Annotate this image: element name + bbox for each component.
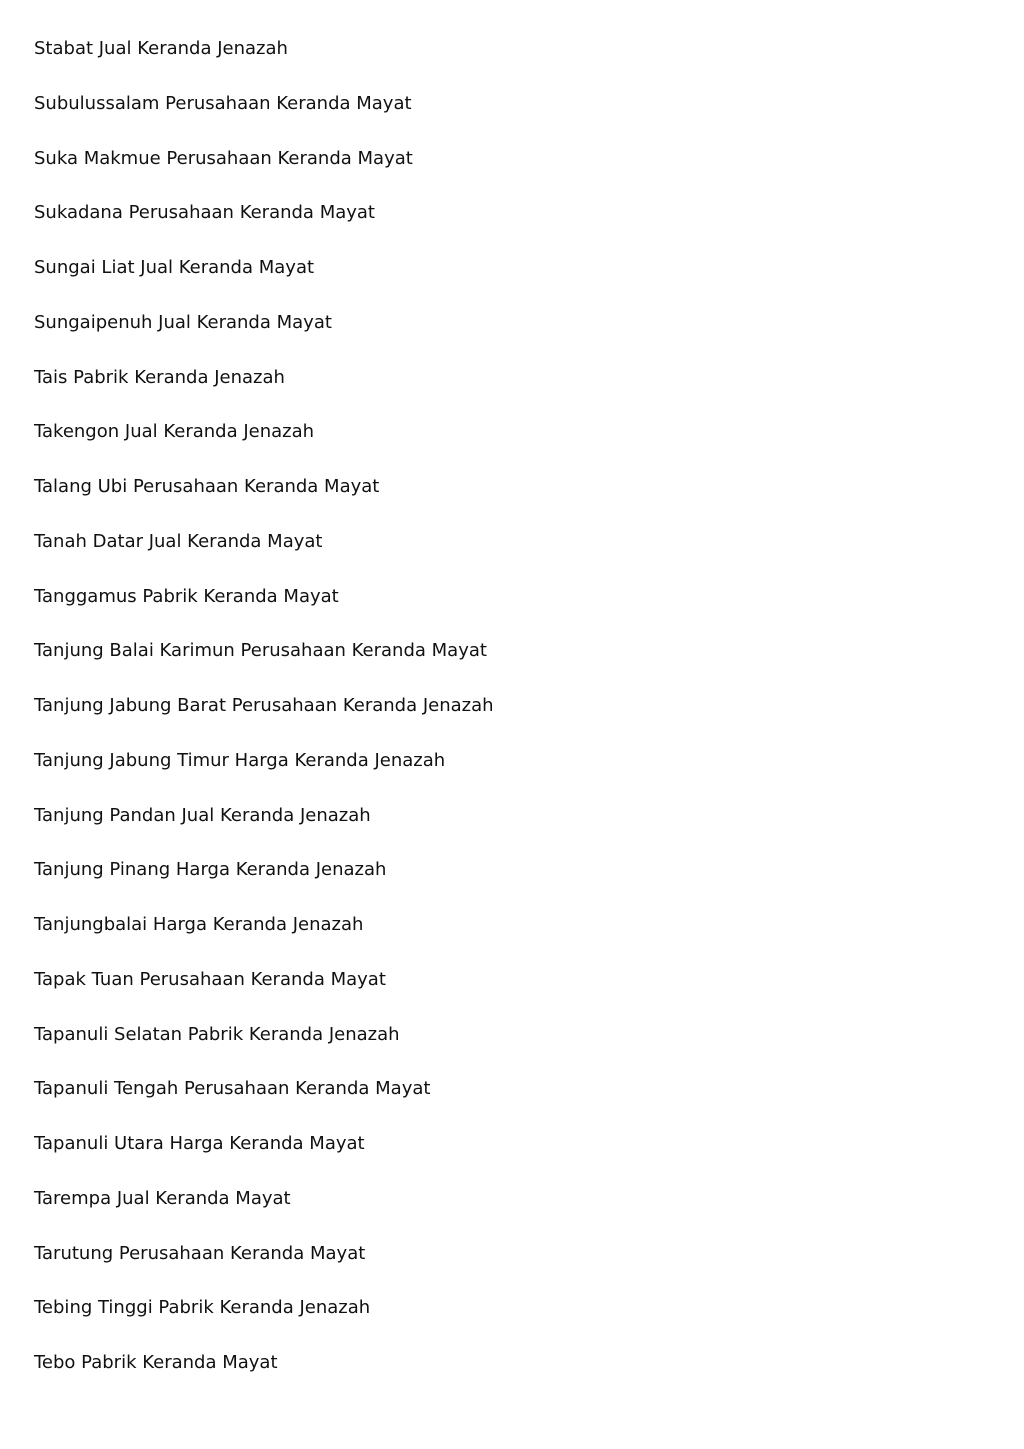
list-item: Tapanuli Utara Harga Keranda Mayat [34, 1133, 365, 1154]
list-item: Tais Pabrik Keranda Jenazah [34, 366, 285, 388]
list-item: Tanjung Jabung Barat Perusahaan Keranda Jenazah [34, 695, 494, 716]
list-item: Talang Ubi Perusahaan Keranda Mayat [34, 476, 380, 497]
list-item: Tebo Pabrik Keranda Mayat [34, 1352, 278, 1373]
list-item: Tanah Datar Jual Keranda Mayat [34, 530, 323, 552]
list-item: Sungai Liat Jual Keranda Mayat [34, 257, 315, 278]
list-item: Tebing Tinggi Pabrik Keranda Jenazah [34, 1297, 371, 1319]
list-item: Suka Makmue Perusahaan Keranda Mayat [34, 147, 413, 169]
list-item: Sukadana Perusahaan Keranda Mayat [34, 202, 375, 224]
list-item: Takengon Jual Keranda Jenazah [34, 421, 315, 443]
keyword-list [34, 34, 494, 1403]
list-item: Tarempa Jual Keranda Mayat [34, 1187, 291, 1209]
list-item: Tanjung Jabung Timur Harga Keranda Jenazah [34, 749, 446, 771]
list-item: Tanjung Pinang Harga Keranda Jenazah [34, 859, 387, 881]
list-item: Tanggamus Pabrik Keranda Mayat [34, 585, 339, 607]
list-item: Tapanuli Tengah Perusahaan Keranda Mayat [34, 1078, 431, 1100]
list-item: Sungaipenuh Jual Keranda Mayat [34, 311, 332, 333]
list-item: Tanjung Balai Karimun Perusahaan Keranda Mayat [34, 640, 487, 662]
list-item: Tapanuli Selatan Pabrik Keranda Jenazah [34, 1023, 400, 1045]
list-item: Tanjung Pandan Jual Keranda Jenazah [34, 804, 371, 826]
list-item: Tanjungbalai Harga Keranda Jenazah [34, 914, 364, 935]
list-item: Subulussalam Perusahaan Keranda Mayat [34, 92, 412, 114]
list-item: Stabat Jual Keranda Jenazah [34, 38, 288, 59]
list-item: Tapak Tuan Perusahaan Keranda Mayat [34, 968, 386, 990]
list-item: Tarutung Perusahaan Keranda Mayat [34, 1242, 366, 1264]
